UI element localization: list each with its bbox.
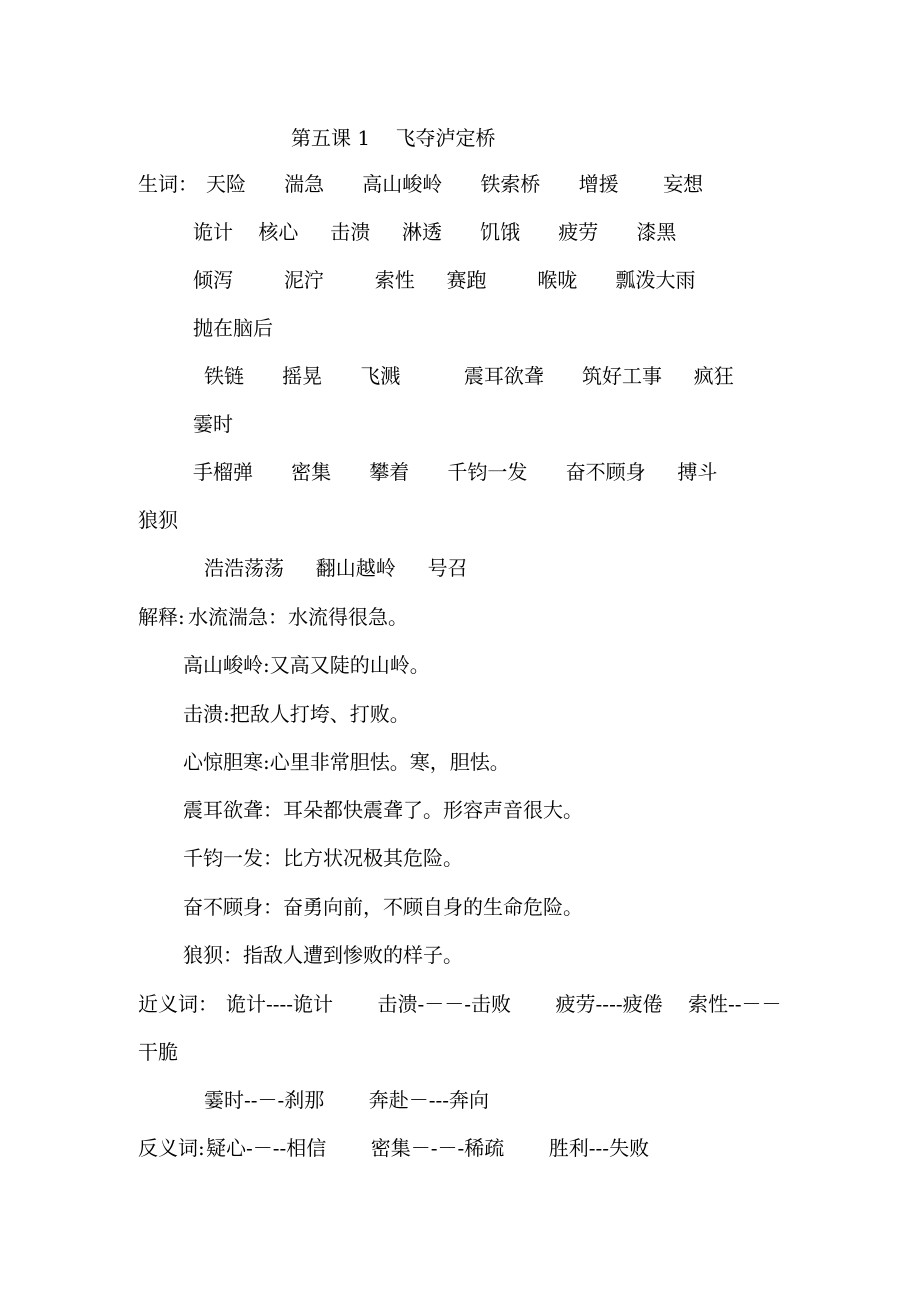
explain-item: 水流湍急：水流得很急。: [188, 605, 408, 629]
synonyms-line-wrap: 干脆: [138, 1040, 178, 1064]
explain-item: 千钧一发：比方状况极其危险。: [183, 846, 463, 870]
vocab-row-wrap: 狼狈: [138, 508, 178, 532]
antonyms-line: 疑心-－--相信 密集－-－-稀疏 胜利---失败: [206, 1136, 650, 1160]
vocab-row: 诡计 核心 击溃 淋透 饥饿 疲劳 漆黑: [193, 220, 677, 244]
explain-label: 解释:: [138, 605, 185, 629]
antonyms-label: 反义词:: [138, 1136, 205, 1160]
lesson-title: 第五课 1 飞夺泸定桥: [291, 126, 496, 150]
vocab-row: 铁链 摇晃 飞溅 震耳欲聋 筑好工事 疯狂: [204, 364, 734, 388]
explain-item: 心惊胆寒:心里非常胆怯。寒，胆怯。: [183, 750, 510, 774]
explain-item: 击溃:把敌人打垮、打败。: [183, 702, 410, 726]
explain-item: 震耳欲聋：耳朵都快震聋了。形容声音很大。: [183, 798, 583, 822]
vocab-row: 倾泻 泥泞 索性 赛跑 喉咙 瓢泼大雨: [193, 268, 696, 292]
synonyms-line: 霎时--－-刹那 奔赴－---奔向: [204, 1088, 490, 1112]
explain-item: 高山峻岭:又高又陡的山岭。: [183, 653, 430, 677]
vocab-row: 浩浩荡荡 翻山越岭 号召: [204, 556, 468, 580]
vocab-row: 抛在脑后: [193, 316, 273, 340]
vocab-row: 手榴弹 密集 攀着 千钧一发 奋不顾身 搏斗: [193, 460, 718, 484]
explain-item: 奋不顾身：奋勇向前，不顾自身的生命危险。: [183, 895, 583, 919]
synonyms-label: 近义词：: [138, 992, 218, 1016]
vocab-row: 天险 湍急 高山峻岭 铁索桥 增援 妄想: [206, 172, 704, 196]
vocab-row: 霎时: [193, 412, 233, 436]
synonyms-line: 诡计----诡计 击溃-－－-击败 疲劳----疲倦 索性--－－: [226, 992, 782, 1016]
explain-item: 狼狈：指敌人遭到惨败的样子。: [183, 943, 463, 967]
vocab-label: 生词：: [138, 172, 198, 196]
